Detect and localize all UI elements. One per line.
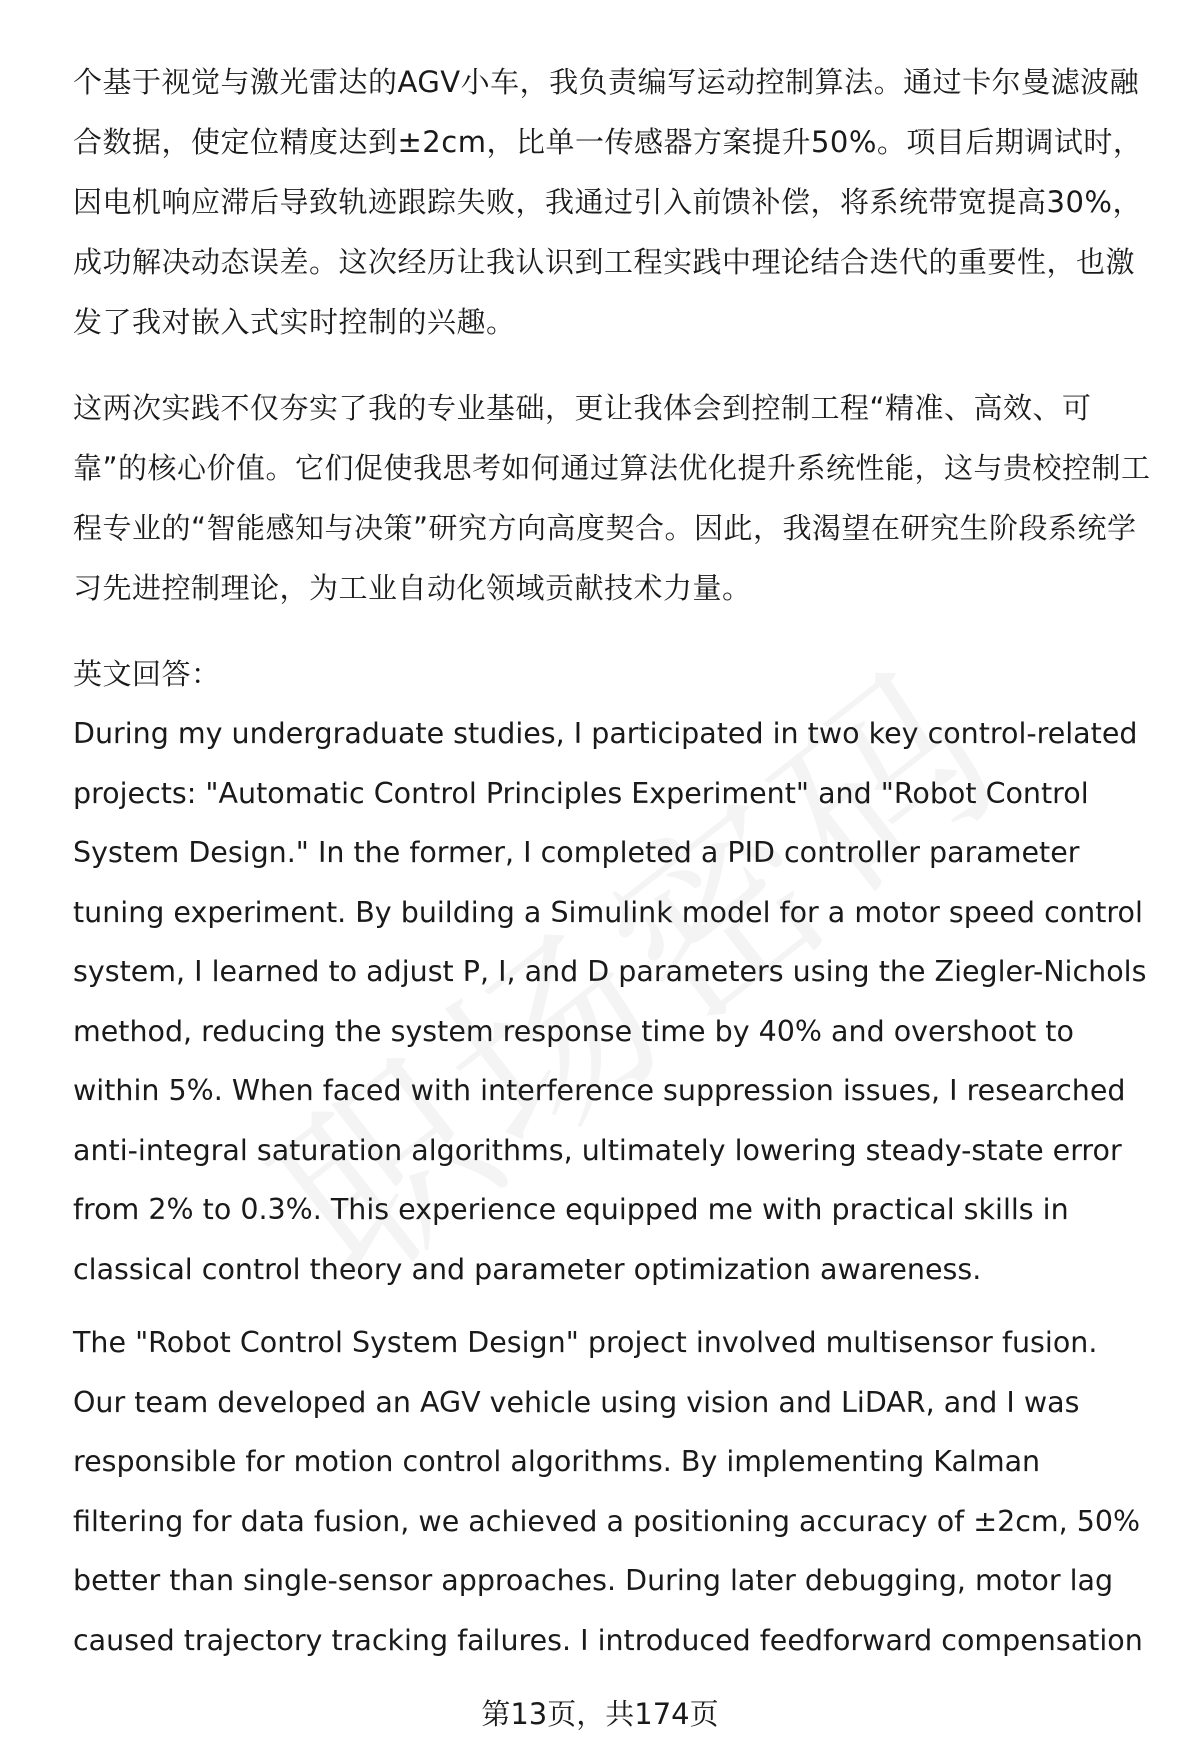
document-body <box>73 52 1153 1670</box>
paragraph-en-2: The "Robot Control System Design" project involved multisensor fusion. Our team developed an AGV vehicle using vision and LiDAR, and I was responsible for motion control algorithms. By implementing Kalman filtering for data fusion, we achieved a positioning accuracy of ±2cm, 50% better than single-sensor approaches. During later debugging, motor lag caused trajectory tracking failures. I introduced feedforward compensation <box>73 1326 1143 1657</box>
page-number-footer: 第13页，共174页 <box>481 1697 719 1731</box>
paragraph-en-1: During my undergraduate studies, I participated in two key control-related projects: "Automatic Control Principles Experiment" and "Robot Control System Design." In the former, I completed a PID controller parameter tuning experiment. By building a Simulink model for a motor speed control system, I learned to adjust P, I, and D parameters using the Ziegler-Nichols method, reducing the system response time by 40% and overshoot to within 5%. When faced with interference suppression issues, I researched anti-integral saturation algorithms, ultimately lowering steady-state error from 2% to 0.3%. This experience equipped me with practical skills in classical control theory and parameter optimization awareness. <box>73 717 1147 1286</box>
paragraph-cn-1: 个基于视觉与激光雷达的AGV小车，我负责编写运动控制算法。通过卡尔曼滤波融合数据，使定位精度达到±2cm，比单一传感器方案提升50%。项目后期调试时，因电机响应滞后导致轨迹跟踪失败，我通过引入前馈补偿，将系统带宽提高30%，成功解决动态误差。这次经历让我认识到工程实践中理论结合迭代的重要性，也激发了我对嵌入式实时控制的兴趣。 <box>73 65 1143 339</box>
section-heading-english-answer: 英文回答： <box>73 657 221 691</box>
paragraph-cn-2: 这两次实践不仅夯实了我的专业基础，更让我体会到控制工程“精准、高效、可靠”的核心价值。它们促使我思考如何通过算法优化提升系统性能，这与贵校控制工程专业的“智能感知与决策”研究方向高度契合。因此，我渴望在研究生阶段系统学习先进控制理论，为工业自动化领域贡献技术力量。 <box>73 391 1151 605</box>
